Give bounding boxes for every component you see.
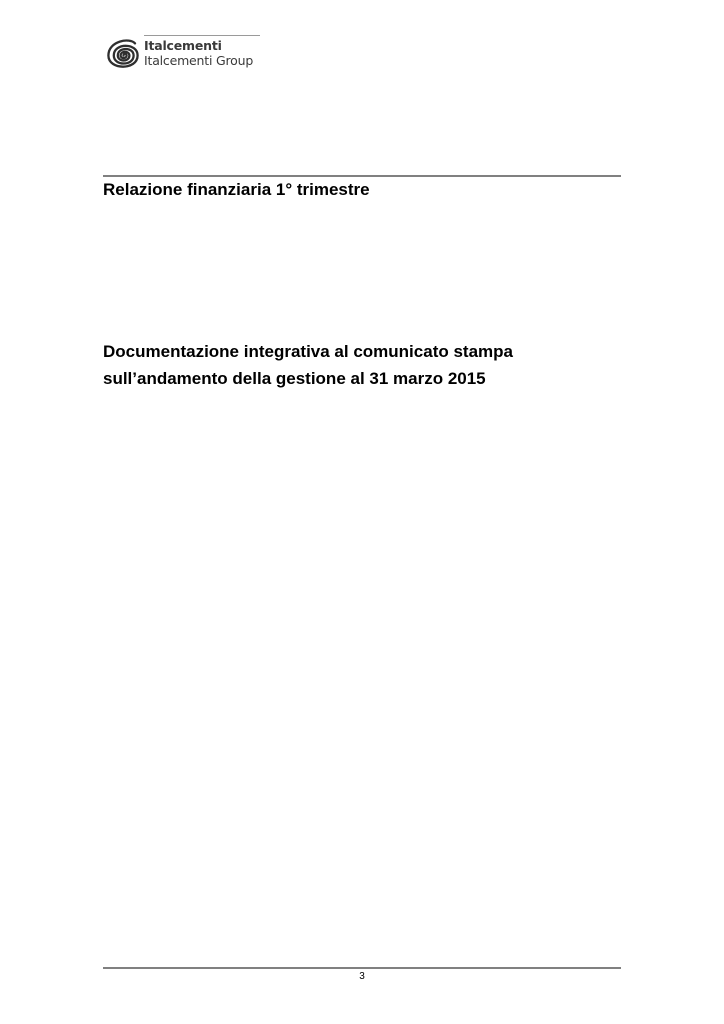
- company-logo: [104, 33, 264, 79]
- logo-rule: [144, 35, 260, 36]
- title-divider: [103, 175, 621, 177]
- document-heading: [103, 338, 623, 392]
- document-heading-line-1: Documentazione integrativa al comunicato stampa: [103, 342, 513, 361]
- document-heading-line-2: sull’andamento della gestione al 31 marzo 2015: [103, 369, 486, 388]
- report-title: Relazione finanziaria 1° trimestre: [103, 180, 370, 199]
- page-number: 3: [359, 971, 365, 982]
- logo-name: Italcementi: [144, 38, 222, 53]
- footer-divider: [103, 967, 621, 969]
- logo-group-name: Italcementi Group: [144, 53, 254, 68]
- spiral-logo-icon: [104, 35, 140, 75]
